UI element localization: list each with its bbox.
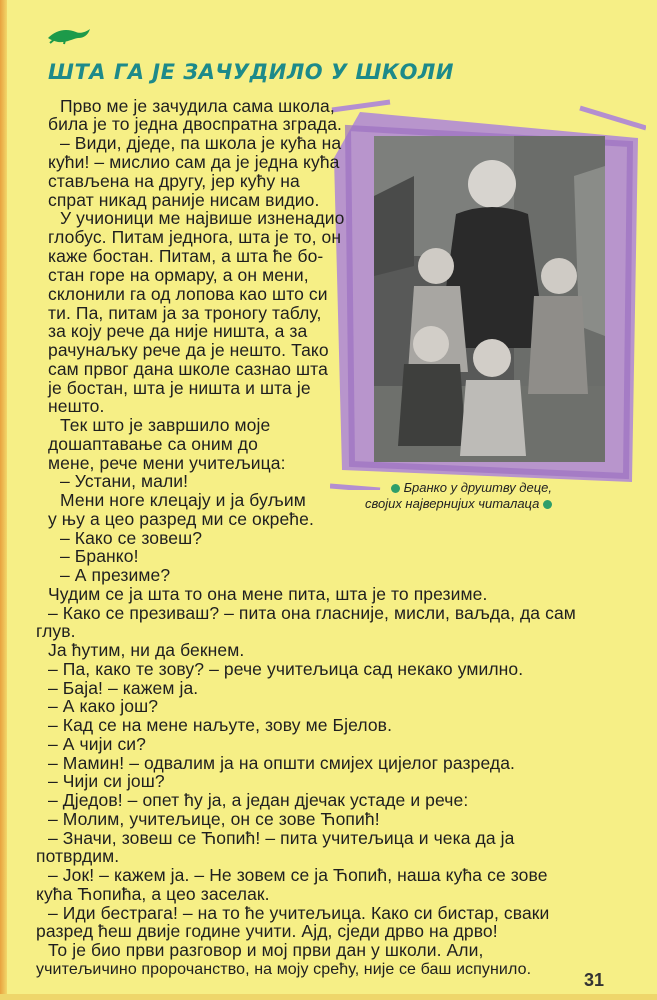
text-line: глув. — [36, 621, 76, 641]
text-line: – А презиме? — [60, 565, 171, 585]
text-line: кући! – мислио сам да је једна кућа — [48, 152, 340, 172]
text-line: – Молим, учитељице, он се зове Ћопић! — [48, 809, 380, 829]
text-line: – А чији си? — [48, 734, 147, 754]
text-line: учитељичино пророчанство, на моју срећу, није се баш испунило. — [36, 961, 532, 978]
text-line: – Значи, зовеш се Ћопић! – пита учитељица и чека да ја — [48, 828, 515, 848]
text-line: – Иди бестрага! – на то ће учитељица. Како си бистар, сваки — [48, 903, 550, 923]
text-line: склонили га од лопова као што си — [48, 284, 328, 304]
text-line: Ја ћутим, ни да бекнем. — [48, 640, 245, 660]
text-line: разред ћеш двије године учити. Ајд, сједи дрво на дрво! — [36, 921, 498, 941]
text-line: глобус. Питам једнога, шта је то, он — [48, 227, 342, 247]
photo-caption — [352, 480, 552, 512]
text-line: Тек што је завршило моје — [60, 415, 271, 435]
page-number: 31 — [584, 970, 605, 990]
text-line: – Па, како те зову? – рече учитељица сад некако умилно. — [48, 659, 524, 679]
text-line: нешто. — [48, 396, 105, 416]
text-line: кућа Ћопића, а цео заселак. — [36, 884, 270, 904]
caption-line-1: Бранко у друштву деце, — [403, 480, 552, 495]
caption-bullet-icon — [391, 484, 400, 493]
text-line: била је то једна двоспратна зграда. — [48, 114, 343, 134]
text-line: – Види, дједе, па школа је кућа на — [60, 133, 342, 153]
text-line: спрат никад раније нисам видио. — [48, 190, 320, 210]
leaf-logo-icon — [46, 26, 92, 46]
text-line: стављена на другу, јер кућу на — [48, 171, 300, 191]
text-line: Мени ноге клецају и ја буљим — [60, 490, 306, 510]
text-line: ти. Па, питам ја за троногу таблу, — [48, 303, 322, 323]
text-line: у њу а цео разред ми се окреће. — [48, 509, 314, 529]
text-line: Чудим се ја шта то она мене пита, шта је то презиме. — [48, 584, 488, 604]
page-bottom-edge — [0, 994, 657, 1000]
text-line: за коју рече да није ништа, а за — [48, 321, 308, 341]
caption-line-2: својих највернијих читалаца — [364, 496, 540, 511]
text-line: – Баја! – кажем ја. — [48, 678, 199, 698]
text-line: – Како се презиваш? – пита она гласније, мисли, ваљда, да сам — [48, 603, 576, 623]
text-line: сам првог дана школе сазнао шта — [48, 359, 328, 379]
text-line: Прво ме је зачудила сама школа, — [60, 96, 335, 116]
text-line: – Дједов! – опет ћу ја, а један дјечак устаде и рече: — [48, 790, 469, 810]
text-line: дошаптавање са оним до — [48, 434, 258, 454]
text-line: – Чији си још? — [48, 771, 165, 791]
text-line: – Јок! – кажем ја. – Не зовем се ја Ћопић, наша кућа се зове — [48, 865, 548, 885]
page-title: ШТА ГА ЈЕ ЗАЧУДИЛО У ШКОЛИ — [48, 60, 454, 84]
text-line: У учионици ме највише изненадио — [60, 208, 345, 228]
text-line: То је био први разговор и мој први дан у школи. Али, — [48, 940, 484, 960]
text-line: каже бостан. Питам, а шта ће бо- — [48, 246, 324, 266]
page-binding-edge — [0, 0, 7, 1000]
caption-bullet-icon — [543, 500, 552, 509]
text-line: – Кад се на мене наљуте, зову ме Бјелов. — [48, 715, 393, 735]
text-line: стан горе на ормару, а он мени, — [48, 265, 309, 285]
text-line: – Устани, мали! — [60, 471, 189, 491]
text-line: – Мамин! – одвалим ја на општи смијех цијелог разреда. — [48, 753, 516, 773]
text-line: мене, рече мени учитељица: — [48, 453, 286, 473]
text-line: – А како још? — [48, 696, 159, 716]
text-line: – Како се зовеш? — [60, 528, 203, 548]
photo-frame — [330, 98, 646, 490]
text-line: рачунаљку рече да је нешто. Тако — [48, 340, 329, 360]
text-line: је бостан, шта је ништа и шта је — [48, 378, 311, 398]
author-with-children-photo — [374, 136, 605, 462]
text-line: – Бранко! — [60, 546, 139, 566]
text-line: потврдим. — [36, 846, 120, 866]
